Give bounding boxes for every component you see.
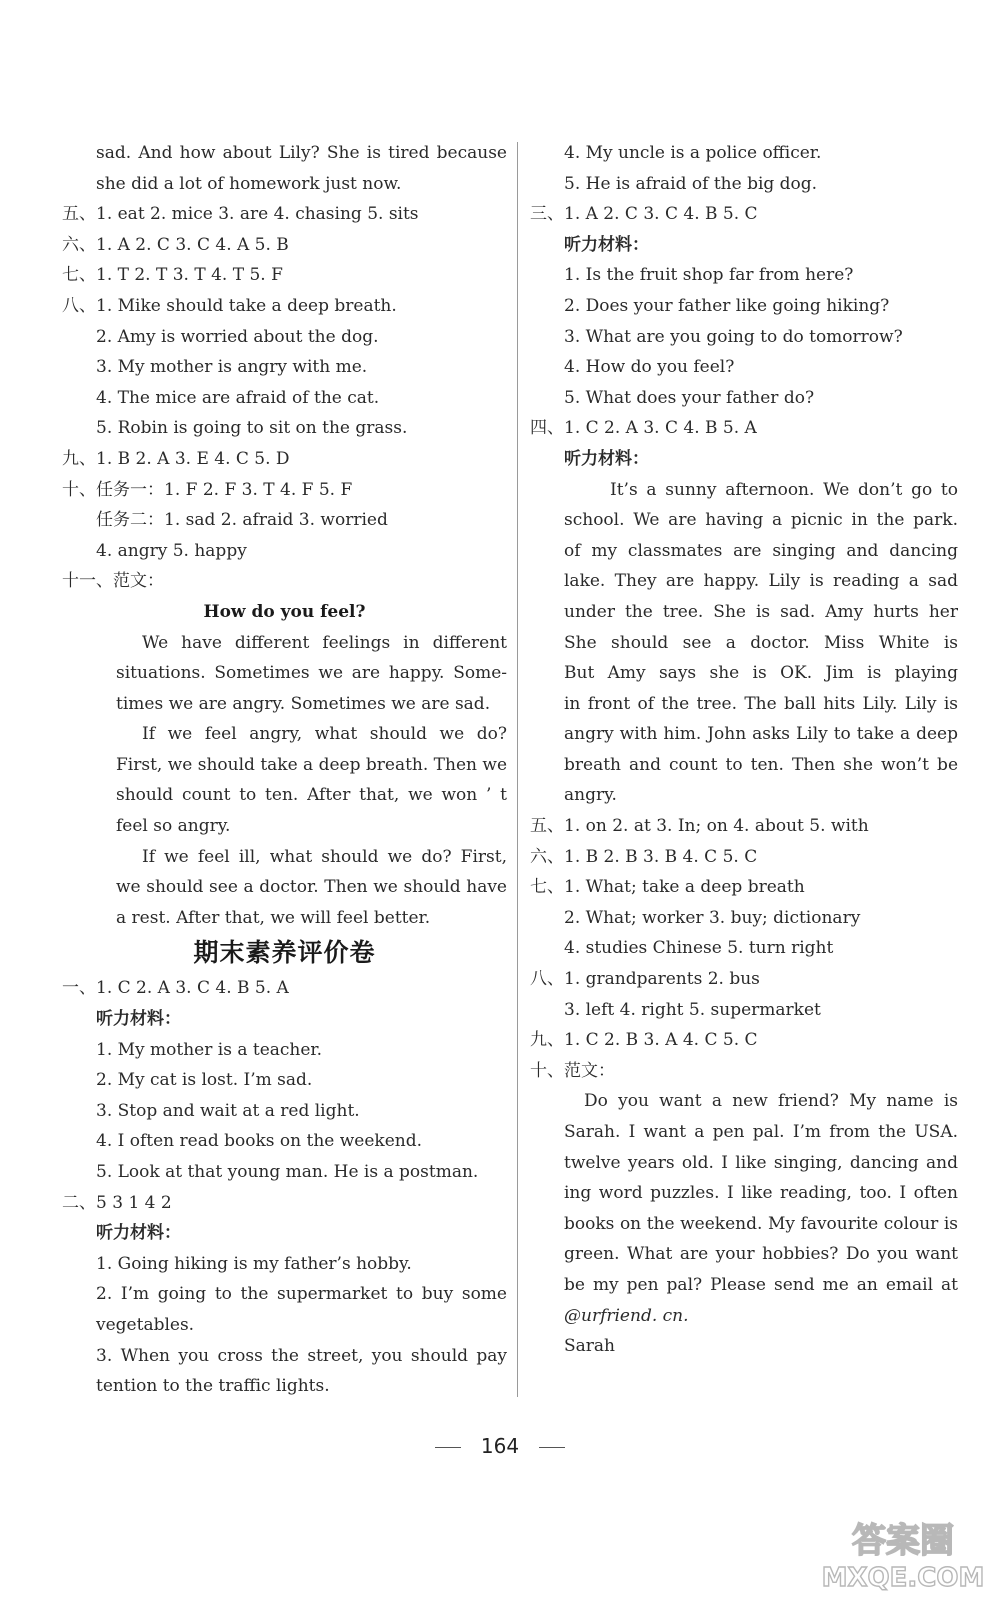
text-line: in front of the tree. The ball hits Lily. Lily is <box>564 693 958 714</box>
listening-material-label: 听力材料： <box>96 1009 181 1030</box>
text-line: 3. left 4. right 5. supermarket <box>564 999 821 1020</box>
text-line: she did a lot of homework just now. <box>96 173 402 194</box>
text-line: 1. My mother is a teacher. <box>96 1039 323 1060</box>
watermark-text-top: 答案圈 <box>852 1521 954 1561</box>
text-line: we should see a doctor. Then we should have <box>116 877 507 898</box>
text-line: tention to the traffic lights. <box>96 1376 330 1397</box>
text-line: 十、任务一：1. F 2. F 3. T 4. F 5. F <box>62 479 353 500</box>
text-line: 3. My mother is angry with me. <box>96 357 368 378</box>
text-line: First, we should take a deep breath. Then we <box>116 754 507 775</box>
text-line: 5. What does your father do? <box>564 387 815 408</box>
text-line: Sarah <box>564 1336 615 1357</box>
text-line: vegetables. <box>96 1314 195 1335</box>
text-line: 十一、范文： <box>62 571 164 592</box>
text-line: books on the weekend. My favourite colour is <box>564 1213 958 1234</box>
text-line: 九、1. B 2. A 3. E 4. C 5. D <box>62 448 290 469</box>
text-line: 4. How do you feel? <box>564 357 735 378</box>
text-line: 三、1. A 2. C 3. C 4. B 5. C <box>530 204 758 225</box>
text-line: 2. Does your father like going hiking? <box>564 295 890 316</box>
text-line: 2. My cat is lost. I’m sad. <box>96 1070 313 1091</box>
text-line: 4. angry 5. happy <box>96 540 247 561</box>
text-line: angry. <box>564 785 617 806</box>
text-line: We have different feelings in different <box>142 632 507 653</box>
text-line: 3. What are you going to do tomorrow? <box>564 326 903 347</box>
text-line: 4. My uncle is a police officer. <box>564 143 822 163</box>
watermark-text-bottom: MXQE.COM <box>821 1563 985 1593</box>
text-line: 3. Stop and wait at a red light. <box>96 1100 360 1121</box>
text-line: 5. Robin is going to sit on the grass. <box>96 418 408 439</box>
text-line: 一、1. C 2. A 3. C 4. B 5. A <box>62 978 289 999</box>
text-line: situations. Sometimes we are happy. Some- <box>116 663 507 684</box>
text-line: 四、1. C 2. A 3. C 4. B 5. A <box>530 418 757 439</box>
section-heading: 期末素养评价卷 <box>193 938 376 968</box>
text-line: 十、范文： <box>530 1060 615 1081</box>
text-line: 二、5 3 1 4 2 <box>62 1192 172 1213</box>
column-divider <box>517 142 518 1397</box>
essay-title: How do you feel? <box>203 601 366 622</box>
text-line: 八、1. grandparents 2. bus <box>530 969 760 990</box>
text-line: If we feel ill, what should we do? First, <box>142 846 507 867</box>
text-line: angry with him. John asks Lily to take a deep <box>564 724 958 745</box>
text-line: feel so angry. <box>116 816 231 837</box>
text-line: should count to ten. After that, we won ’ t <box>116 785 507 806</box>
page-number-dash-right <box>539 1447 565 1448</box>
text-line: 六、1. B 2. B 3. B 4. C 5. C <box>530 846 758 867</box>
text-line: ing word puzzles. I like reading, too. I often <box>564 1183 958 1204</box>
text-line: 4. The mice are afraid of the cat. <box>96 387 380 408</box>
text-line: If we feel angry, what should we do? <box>142 724 507 745</box>
listening-material-label: 听力材料： <box>96 1223 181 1244</box>
text-line: But Amy says she is OK. Jim is playing <box>564 663 958 684</box>
text-line: twelve years old. I like singing, dancing and <box>564 1152 958 1173</box>
text-line: 2. What; worker 3. buy; dictionary <box>564 907 861 928</box>
text-line: lake. They are happy. Lily is reading a sad <box>564 571 958 592</box>
text-line: breath and count to ten. Then she won’t be <box>564 754 958 775</box>
text-line: 1. Is the fruit shop far from here? <box>564 265 854 286</box>
page-number <box>0 1434 1000 1458</box>
right-column <box>530 138 958 1362</box>
text-line: 七、1. T 2. T 3. T 4. T 5. F <box>62 265 283 286</box>
text-line: a rest. After that, we will feel better. <box>116 907 431 928</box>
text-line: It’s a sunny afternoon. We don’t go to <box>610 479 958 500</box>
text-line: under the tree. She is sad. Amy hurts her <box>564 601 958 622</box>
listening-material-label: 听力材料： <box>564 448 649 469</box>
text-line: 2. Amy is worried about the dog. <box>96 326 379 347</box>
text-line: 5. He is afraid of the big dog. <box>564 173 818 194</box>
text-line: times we are angry. Sometimes we are sad. <box>116 693 491 714</box>
text-line: She should see a doctor. Miss White is <box>564 632 958 653</box>
page-number-dash-left <box>435 1447 461 1448</box>
text-line: 1. Going hiking is my father’s hobby. <box>96 1253 412 1274</box>
text-line: 八、1. Mike should take a deep breath. <box>62 295 397 316</box>
text-line: of my classmates are singing and dancing <box>564 540 958 561</box>
text-line: 4. I often read books on the weekend. <box>96 1131 423 1152</box>
text-line: 任务二：1. sad 2. afraid 3. worried <box>96 510 388 531</box>
text-line: @urfriend. cn. <box>564 1305 689 1326</box>
text-line: 4. studies Chinese 5. turn right <box>564 938 834 959</box>
text-line: 3. When you cross the street, you should pay <box>96 1345 507 1366</box>
page-number-text: 164 <box>480 1434 520 1458</box>
watermark-logo <box>818 1514 988 1594</box>
text-line: 六、1. A 2. C 3. C 4. A 5. B <box>62 234 289 255</box>
text-line: Do you want a new friend? My name is <box>584 1091 958 1112</box>
text-line: 五、1. on 2. at 3. In; on 4. about 5. with <box>530 816 869 837</box>
text-line: 5. Look at that young man. He is a postman. <box>96 1162 479 1182</box>
text-line: 七、1. What; take a deep breath <box>530 877 805 898</box>
text-line: 九、1. C 2. B 3. A 4. C 5. C <box>530 1030 758 1051</box>
text-line: 2. I’m going to the supermarket to buy some <box>96 1284 507 1305</box>
text-line: sad. And how about Lily? She is tired because <box>96 143 507 163</box>
text-line: 五、1. eat 2. mice 3. are 4. chasing 5. sits <box>62 204 419 225</box>
left-column <box>62 138 507 1402</box>
listening-material-label: 听力材料： <box>564 234 649 255</box>
text-line: school. We are having a picnic in the park. <box>564 510 958 531</box>
text-line: Sarah. I want a pen pal. I’m from the USA. <box>564 1122 958 1142</box>
text-line: green. What are your hobbies? Do you want <box>564 1244 958 1265</box>
text-line: be my pen pal? Please send me an email at <box>564 1274 958 1295</box>
